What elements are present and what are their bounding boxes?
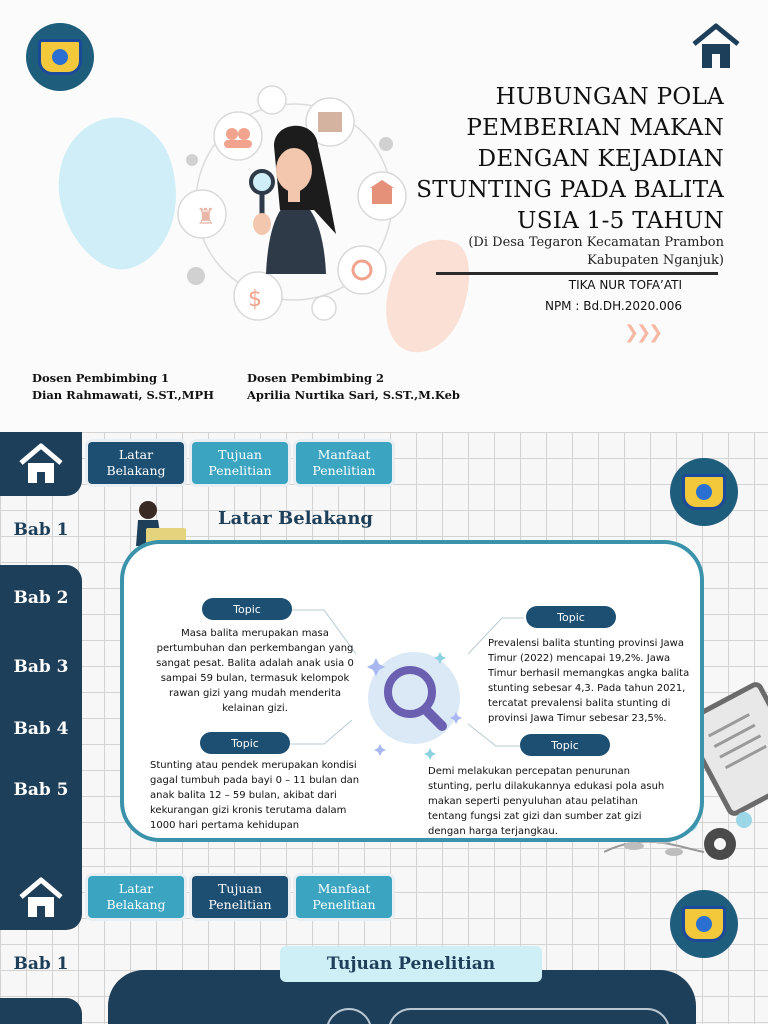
bab-3-link[interactable]: Bab 3 bbox=[13, 657, 69, 677]
tab-line: Belakang bbox=[106, 897, 166, 912]
tab-line: Manfaat bbox=[317, 881, 371, 896]
dosen-2 bbox=[247, 370, 460, 404]
decor-blob-blue bbox=[40, 103, 199, 282]
topic-badge-1: Topic bbox=[202, 598, 292, 620]
home-icon bbox=[18, 443, 64, 485]
topic-badge-4: Topic bbox=[520, 734, 610, 756]
title-divider bbox=[436, 272, 718, 275]
dosen-2-label: Dosen Pembimbing 2 bbox=[247, 371, 385, 385]
tab-line: Latar bbox=[118, 881, 154, 896]
title-line: PEMBERIAN MAKAN bbox=[466, 115, 724, 141]
presentation-title bbox=[400, 82, 724, 237]
bab-5-link[interactable]: Bab 5 bbox=[13, 780, 69, 800]
subtitle-line: (Di Desa Tegaron Kecamatan Prambon bbox=[468, 235, 724, 250]
bab-1-link[interactable]: Bab 1 bbox=[13, 520, 69, 540]
section-heading: Tujuan Penelitian bbox=[326, 954, 496, 974]
tab-line: Penelitian bbox=[208, 463, 272, 478]
presentation-subtitle bbox=[430, 234, 724, 270]
bab-2-link[interactable]: Bab 2 bbox=[13, 588, 69, 608]
subtitle-line: Kabupaten Nganjuk) bbox=[587, 253, 724, 268]
dosen-1-name: Dian Rahmawati, S.ST.,MPH bbox=[32, 388, 214, 402]
tab-manfaat-penelitian[interactable] bbox=[296, 442, 392, 484]
svg-text:♜: ♜ bbox=[196, 205, 216, 230]
dosen-2-name: Aprilia Nurtika Sari, S.ST.,M.Keb bbox=[247, 388, 460, 402]
tab-line: Tujuan bbox=[218, 447, 262, 462]
topic-text-1: Masa balita merupakan masa pertumbuhan dan perkembangan yang sangat pesat. Balita adalah anak usia 0 sampai 59 bulan, termasuk kelompok rawan gizi yang mudah menderita kelainan gizi. bbox=[156, 628, 354, 714]
side-home-button[interactable] bbox=[0, 432, 82, 496]
title-line: HUBUNGAN POLA bbox=[495, 84, 724, 110]
logo-emblem-icon bbox=[670, 458, 738, 526]
dosen-1-label: Dosen Pembimbing 1 bbox=[32, 371, 170, 385]
tab-tujuan-penelitian[interactable] bbox=[192, 442, 288, 484]
title-line: STUNTING PADA BALITA bbox=[416, 177, 724, 203]
logo-emblem-icon bbox=[26, 23, 94, 91]
bab-1-link[interactable]: Bab 1 bbox=[13, 954, 69, 974]
topic-badge-3: Topic bbox=[200, 732, 290, 754]
panel-pill-decor bbox=[388, 1008, 670, 1024]
topic-text-3: Stunting atau pendek merupakan kondisi gagal tumbuh pada bayi 0 – 11 bulan dan anak balita 12 – 59 bulan, akibat dari kekurangan gizi kronis terutama dalam 1000 hari pertama kehidupan bbox=[150, 760, 360, 831]
title-slide bbox=[0, 0, 768, 432]
latar-belakang-slide bbox=[0, 432, 768, 866]
home-icon[interactable] bbox=[690, 22, 742, 74]
tab-latar-belakang[interactable] bbox=[88, 876, 184, 918]
author-name: TIKA NUR TOFA’ATI bbox=[568, 278, 682, 292]
tab-line: Penelitian bbox=[312, 463, 376, 478]
tujuan-penelitian-slide bbox=[0, 866, 768, 1024]
topic-text-4: Demi melakukan percepatan penurunan stunting, perlu dilakukannya edukasi pola asuh makan seperti penyuluhan atau pelatihan tentang fungsi zat gizi dan sumber zat gizi dengan harga terjangkau. bbox=[428, 766, 665, 837]
bab-4-link[interactable]: Bab 4 bbox=[13, 719, 69, 739]
author-npm: NPM : Bd.DH.2020.006 bbox=[544, 299, 682, 313]
tab-line: Manfaat bbox=[317, 447, 371, 462]
tab-latar-belakang[interactable] bbox=[88, 442, 184, 484]
latar-belakang-panel bbox=[120, 540, 704, 842]
tab-manfaat-penelitian[interactable] bbox=[296, 876, 392, 918]
magnifier-woman-illustration bbox=[176, 84, 412, 324]
topic-text-2: Prevalensi balita stunting provinsi Jawa Timur (2022) mencapai 19,2%. Jawa Timur berhasil memangkas angka balita stunting sebesar 4,3. Pada tahun 2021, tercatat prevalensi balita stunting di provinsi Jawa Timur sebesar 23,5%. bbox=[488, 638, 690, 724]
tab-line: Belakang bbox=[106, 463, 166, 478]
section-heading-pill bbox=[280, 946, 542, 982]
title-line: DENGAN KEJADIAN bbox=[477, 146, 724, 172]
svg-text:$: $ bbox=[248, 287, 262, 312]
tab-line: Latar bbox=[118, 447, 154, 462]
chevron-icons: ❯❯❯ bbox=[624, 322, 661, 343]
tab-line: Tujuan bbox=[218, 881, 262, 896]
side-nav bbox=[0, 998, 82, 1024]
panel-circle-decor bbox=[326, 1008, 372, 1024]
title-line: USIA 1-5 TAHUN bbox=[517, 208, 724, 234]
tab-line: Penelitian bbox=[208, 897, 272, 912]
magnifier-icon bbox=[356, 640, 476, 760]
section-heading: Latar Belakang bbox=[218, 508, 374, 529]
topic-badge-2: Topic bbox=[526, 606, 616, 628]
side-nav bbox=[0, 565, 82, 866]
tab-line: Penelitian bbox=[312, 897, 376, 912]
tab-tujuan-penelitian[interactable] bbox=[192, 876, 288, 918]
side-home-button[interactable] bbox=[0, 866, 82, 930]
dosen-1 bbox=[32, 370, 214, 404]
logo-emblem-icon bbox=[670, 890, 738, 958]
home-icon bbox=[18, 877, 64, 919]
